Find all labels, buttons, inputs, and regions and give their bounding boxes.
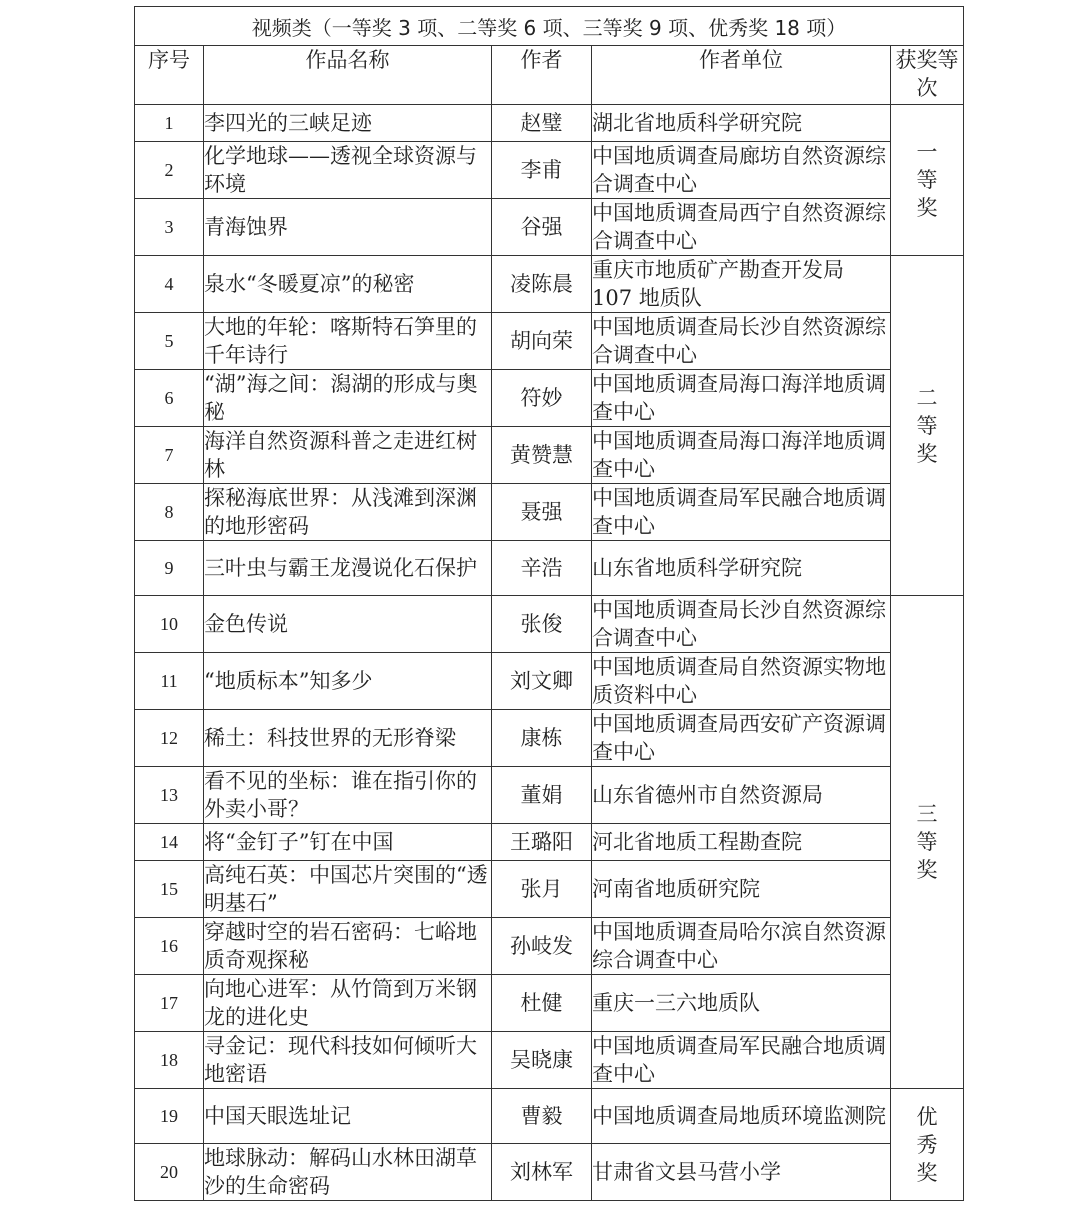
work-title: 看不见的坐标：谁在指引你的外卖小哥？ [204,767,492,824]
table-row [135,824,964,861]
table-row [135,1032,964,1089]
table-row [135,653,964,710]
author-unit: 河南省地质研究院 [592,861,891,918]
row-number: 8 [135,484,204,541]
table-row [135,1089,964,1144]
table-row [135,596,964,653]
table-row [135,370,964,427]
author-unit: 中国地质调查局长沙自然资源综合调查中心 [592,313,891,370]
row-number: 10 [135,596,204,653]
row-number: 12 [135,710,204,767]
row-number: 18 [135,1032,204,1089]
work-title: 李四光的三峡足迹 [204,105,492,142]
author-unit: 甘肃省文县马营小学 [592,1144,891,1201]
author-unit: 中国地质调查局军民融合地质调查中心 [592,1032,891,1089]
award-table [134,6,964,1201]
author-unit: 河北省地质工程勘查院 [592,824,891,861]
table-row [135,1144,964,1201]
row-number: 1 [135,105,204,142]
prize-label: 优秀奖 [916,1104,938,1185]
author-name: 杜健 [492,975,592,1032]
author-unit: 中国地质调查局地质环境监测院 [592,1089,891,1144]
author-name: 董娟 [492,767,592,824]
prize-level [891,256,964,596]
table-row [135,541,964,596]
work-title: 稀土：科技世界的无形脊梁 [204,710,492,767]
work-title: 三叶虫与霸王龙漫说化石保护 [204,541,492,596]
header-author: 作者 [492,46,592,105]
author-unit: 山东省地质科学研究院 [592,541,891,596]
row-number: 14 [135,824,204,861]
row-number: 5 [135,313,204,370]
author-unit: 湖北省地质科学研究院 [592,105,891,142]
row-number: 2 [135,142,204,199]
author-unit: 中国地质调查局海口海洋地质调查中心 [592,427,891,484]
work-title: 探秘海底世界：从浅滩到深渊的地形密码 [204,484,492,541]
author-name: 刘文卿 [492,653,592,710]
work-title: 泉水“冬暖夏凉”的秘密 [204,256,492,313]
row-number: 19 [135,1089,204,1144]
work-title: 地球脉动：解码山水林田湖草沙的生命密码 [204,1144,492,1201]
work-title: 金色传说 [204,596,492,653]
work-title: 将“金钉子”钉在中国 [204,824,492,861]
table-row [135,313,964,370]
table-row [135,861,964,918]
work-title: “地质标本”知多少 [204,653,492,710]
author-unit: 中国地质调查局廊坊自然资源综合调查中心 [592,142,891,199]
table-row [135,918,964,975]
author-name: 辛浩 [492,541,592,596]
header-unit: 作者单位 [592,46,891,105]
author-name: 胡向荣 [492,313,592,370]
author-name: 谷强 [492,199,592,256]
table-row [135,199,964,256]
row-number: 6 [135,370,204,427]
table-row [135,256,964,313]
prize-label: 二等奖 [916,385,938,466]
author-name: 孙岐发 [492,918,592,975]
table-row [135,484,964,541]
work-title: 大地的年轮：喀斯特石笋里的千年诗行 [204,313,492,370]
header-no: 序号 [135,46,204,105]
prize-level [891,105,964,256]
row-number: 20 [135,1144,204,1201]
author-unit: 中国地质调查局长沙自然资源综合调查中心 [592,596,891,653]
author-unit: 中国地质调查局军民融合地质调查中心 [592,484,891,541]
author-name: 刘林军 [492,1144,592,1201]
work-title: 向地心进军：从竹筒到万米钢龙的进化史 [204,975,492,1032]
work-title: 中国天眼选址记 [204,1089,492,1144]
work-title: 海洋自然资源科普之走进红树林 [204,427,492,484]
row-number: 17 [135,975,204,1032]
author-unit: 山东省德州市自然资源局 [592,767,891,824]
row-number: 16 [135,918,204,975]
row-number: 13 [135,767,204,824]
table-row [135,975,964,1032]
author-name: 张月 [492,861,592,918]
prize-level [891,1089,964,1201]
work-title: 高纯石英：中国芯片突围的“透明基石” [204,861,492,918]
author-name: 康栋 [492,710,592,767]
row-number: 4 [135,256,204,313]
table-body [135,105,964,1201]
author-name: 曹毅 [492,1089,592,1144]
table-row [135,767,964,824]
row-number: 9 [135,541,204,596]
prize-level [891,596,964,1089]
header-prize: 获奖等次 [891,46,964,105]
author-name: 张俊 [492,596,592,653]
table-row [135,142,964,199]
author-unit: 重庆市地质矿产勘查开发局 107 地质队 [592,256,891,313]
row-number: 11 [135,653,204,710]
work-title: 化学地球——透视全球资源与环境 [204,142,492,199]
author-name: 凌陈晨 [492,256,592,313]
row-number: 3 [135,199,204,256]
author-name: 赵璧 [492,105,592,142]
work-title: 青海蚀界 [204,199,492,256]
author-name: 聂强 [492,484,592,541]
author-name: 王璐阳 [492,824,592,861]
author-unit: 中国地质调查局海口海洋地质调查中心 [592,370,891,427]
author-unit: 中国地质调查局西安矿产资源调查中心 [592,710,891,767]
prize-label: 一等奖 [916,140,938,220]
table-title: 视频类（一等奖 3 项、二等奖 6 项、三等奖 9 项、优秀奖 18 项） [135,7,964,46]
header-title: 作品名称 [204,46,492,105]
row-number: 7 [135,427,204,484]
author-unit: 中国地质调查局自然资源实物地质资料中心 [592,653,891,710]
author-name: 黄赞慧 [492,427,592,484]
author-name: 吴晓康 [492,1032,592,1089]
author-name: 李甫 [492,142,592,199]
table-row [135,710,964,767]
table-row [135,105,964,142]
author-unit: 重庆一三六地质队 [592,975,891,1032]
work-title: 寻金记：现代科技如何倾听大地密语 [204,1032,492,1089]
table-row [135,427,964,484]
prize-label: 三等奖 [916,802,938,882]
work-title: “湖”海之间：潟湖的形成与奥秘 [204,370,492,427]
work-title: 穿越时空的岩石密码：七峪地质奇观探秘 [204,918,492,975]
author-name: 符妙 [492,370,592,427]
author-unit: 中国地质调查局哈尔滨自然资源综合调查中心 [592,918,891,975]
row-number: 15 [135,861,204,918]
author-unit: 中国地质调查局西宁自然资源综合调查中心 [592,199,891,256]
